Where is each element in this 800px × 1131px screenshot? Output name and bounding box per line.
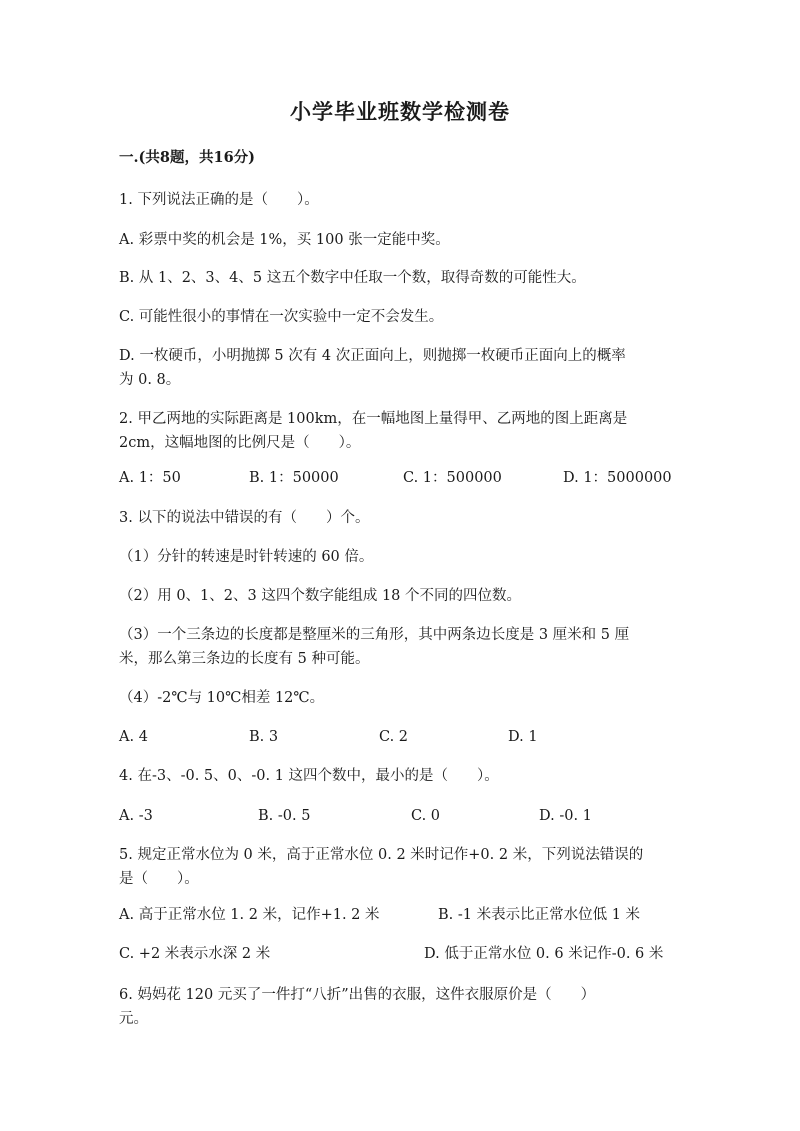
question-3-statement-3-line1: （3）一个三条边的长度都是整厘米的三角形，其中两条边长度是 3 厘米和 5 厘 (119, 627, 630, 643)
question-5-option-c: C. +2 米表示水深 2 米 (119, 946, 271, 962)
page-title: 小学毕业班数学检测卷 (290, 99, 510, 124)
question-5-option-a: A. 高于正常水位 1. 2 米，记作+1. 2 米 (119, 907, 380, 923)
question-3-statement-3-line2: 米，那么第三条边的长度有 5 种可能。 (119, 651, 370, 667)
question-5-option-d: D. 低于正常水位 0. 6 米记作-0. 6 米 (424, 946, 664, 962)
question-2-option-a: A. 1：50 (119, 470, 181, 486)
question-3-statement-2: （2）用 0、1、2、3 这四个数字能组成 18 个不同的四位数。 (119, 588, 522, 604)
question-3-statement-4: （4）-2℃与 10℃相差 12℃。 (119, 690, 325, 706)
question-3-option-a: A. 4 (119, 729, 148, 745)
question-2-stem-line2: 2cm，这幅地图的比例尺是（ ）。 (119, 435, 361, 451)
question-3-option-b: B. 3 (249, 729, 279, 745)
question-2-option-c: C. 1：500000 (403, 470, 502, 486)
question-3-option-d: D. 1 (508, 729, 538, 745)
question-4-option-b: B. -0. 5 (258, 808, 311, 824)
question-3-statement-1: （1）分针的转速是时针转速的 60 倍。 (119, 549, 374, 565)
question-1-option-b: B. 从 1、2、3、4、5 这五个数字中任取一个数，取得奇数的可能性大。 (119, 270, 586, 286)
question-1-stem: 1. 下列说法正确的是（ ）。 (119, 192, 319, 208)
question-5-stem-line2: 是（ ）。 (119, 871, 199, 887)
question-1-option-d-line2: 为 0. 8。 (119, 372, 181, 388)
question-2-stem-line1: 2. 甲乙两地的实际距离是 100km，在一幅地图上量得甲、乙两地的图上距离是 (119, 411, 628, 427)
question-1-option-a: A. 彩票中奖的机会是 1%，买 100 张一定能中奖。 (119, 232, 450, 248)
question-6-stem-line2: 元。 (119, 1011, 148, 1027)
question-2-option-b: B. 1：50000 (249, 470, 339, 486)
question-6-stem-line1: 6. 妈妈花 120 元买了一件打“八折”出售的衣服，这件衣服原价是（ ） (119, 987, 596, 1003)
question-4-option-a: A. -3 (119, 808, 153, 824)
question-5-stem-line1: 5. 规定正常水位为 0 米，高于正常水位 0. 2 米时记作+0. 2 米，下列说法错误的 (119, 847, 644, 863)
question-1-option-d-line1: D. 一枚硬币，小明抛掷 5 次有 4 次正面向上，则抛掷一枚硬币正面向上的概率 (119, 348, 626, 364)
question-2-option-d: D. 1：5000000 (563, 470, 672, 486)
question-3-option-c: C. 2 (379, 729, 409, 745)
question-5-option-b: B. -1 米表示比正常水位低 1 米 (438, 907, 641, 923)
question-4-option-c: C. 0 (411, 808, 441, 824)
question-4-option-d: D. -0. 1 (539, 808, 592, 824)
question-3-stem: 3. 以下的说法中错误的有（ ）个。 (119, 510, 370, 526)
question-1-option-c: C. 可能性很小的事情在一次实验中一定不会发生。 (119, 309, 444, 325)
question-4-stem: 4. 在-3、-0. 5、0、-0. 1 这四个数中，最小的是（ ）。 (119, 768, 499, 784)
section-heading: 一.(共8题，共16分) (119, 149, 256, 166)
